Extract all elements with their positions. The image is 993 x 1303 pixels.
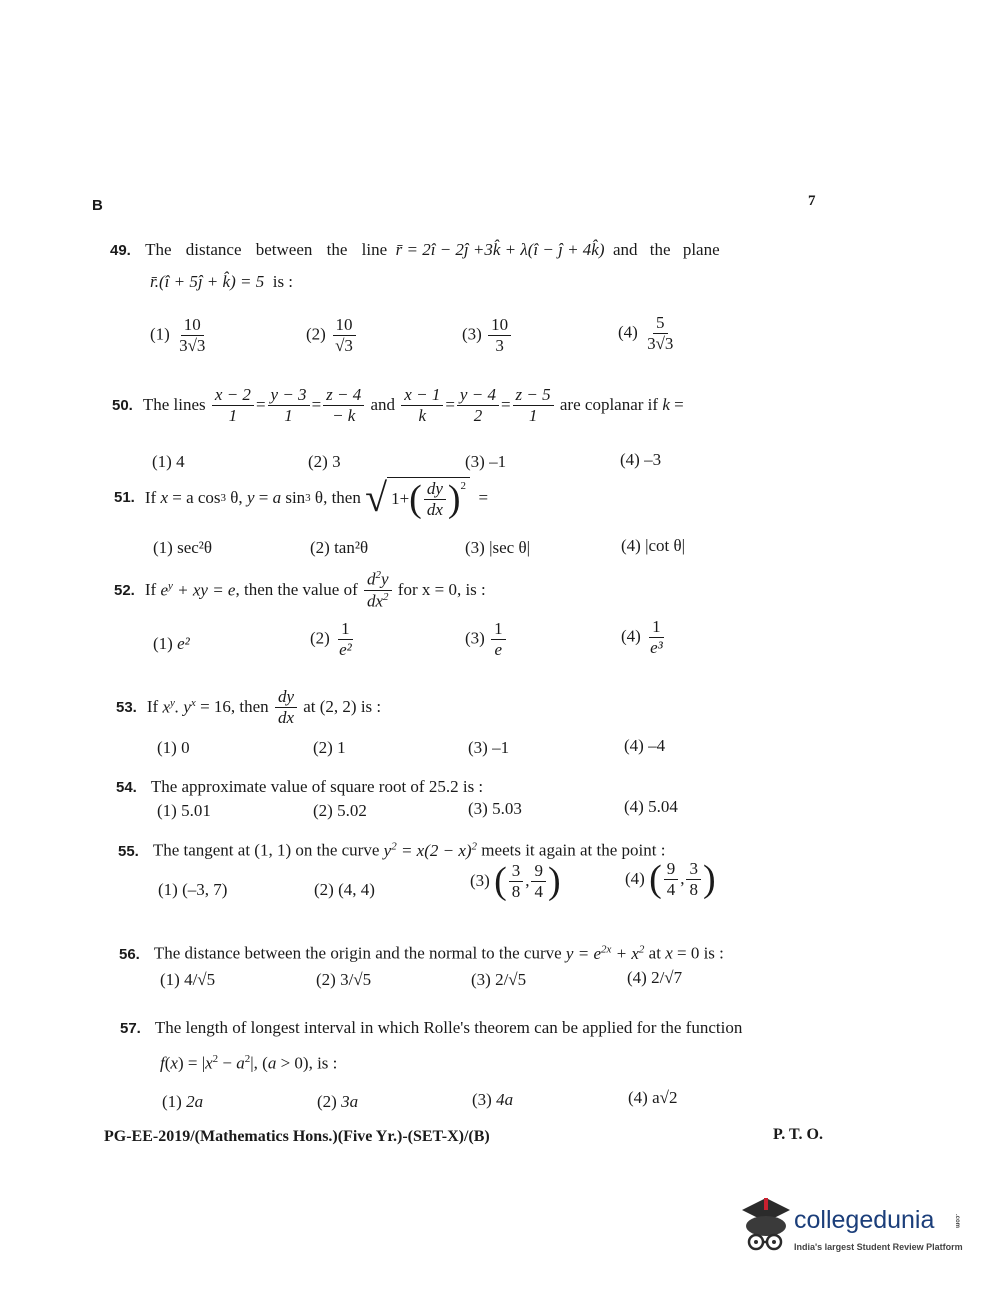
question-text: , then <box>230 697 269 717</box>
option-3 <box>462 316 513 355</box>
option-1 <box>160 970 215 990</box>
option-value: 4/√5 <box>184 970 216 989</box>
question-text: are coplanar if <box>559 395 659 415</box>
option-label: (3) <box>465 628 485 648</box>
fraction <box>488 316 511 355</box>
question-number: 53. <box>116 698 137 716</box>
math-plane: r̄.(î + 5ĵ + k̂) = 5 <box>150 272 269 291</box>
option-value: (4, 4) <box>338 880 375 899</box>
option-value: 0 <box>181 738 190 757</box>
question-text: meets it again at the point : <box>481 840 666 860</box>
option-label: (3) <box>472 1090 492 1109</box>
option-3 <box>465 620 508 659</box>
question-number: 54. <box>116 779 137 796</box>
option-label: (4) <box>627 968 647 987</box>
question-49-cont <box>150 272 293 292</box>
option-label: (4) <box>625 869 645 889</box>
option-4 <box>627 968 682 988</box>
question-56: 56. The distance between the origin and the normal to the curve $y = e^{2x} + x^2$ at x = 0 is : <box>119 943 724 963</box>
option-value: –1 <box>492 738 510 757</box>
sqrt-expression: √ 1+ ( $\frac{dy}{dx}$ ) $^2$ <box>365 477 470 519</box>
option-3 <box>471 970 526 990</box>
option-value: 5.04 <box>648 797 678 816</box>
question-text: is : <box>703 943 724 963</box>
math-line: r̄ = 2î − 2ĵ +3k̂ + λ(î − ĵ + 4k̂) <box>391 240 609 259</box>
option-4: (4) ( $\frac{9}{4}$ , $\frac{3}{8}$ ) <box>625 858 716 901</box>
option-4 <box>618 314 678 353</box>
fraction <box>176 316 208 355</box>
denominator: 3 <box>495 335 504 355</box>
option-value: –1 <box>489 452 507 471</box>
option-2 <box>313 801 367 821</box>
math-param: x <box>160 487 168 507</box>
question-text: The distance between the line <box>145 240 388 259</box>
option-label: (1) <box>152 452 172 471</box>
fraction <box>644 314 676 353</box>
option-1 <box>157 801 211 821</box>
fraction: $\frac{dy}{dx}$ <box>275 688 297 727</box>
option-label: (2) <box>317 1092 337 1111</box>
option-label: (3) <box>465 452 485 471</box>
fraction <box>332 316 356 355</box>
numerator: 1 <box>649 618 664 638</box>
fraction: $\frac{y - 4}{2}$ <box>457 386 499 425</box>
question-53: 53. If $x^y$. $y^x$ = 16 , then $\frac{dy}{dx}$ at (2, 2) is : <box>116 687 382 727</box>
option-label: (2) <box>310 628 330 648</box>
question-text: If <box>146 697 159 717</box>
option-1 <box>162 1092 203 1112</box>
option-label: (2) <box>314 880 334 899</box>
option-value: 1 <box>337 738 346 757</box>
numerator: 10 <box>333 316 356 336</box>
option-2 <box>306 316 358 355</box>
question-text: If <box>144 580 157 599</box>
denominator: e³ <box>650 637 663 657</box>
math-equation: $x^y$. $y^x$ <box>162 697 196 717</box>
fraction: $\frac{y - 3}{1}$ <box>268 386 310 425</box>
option-2 <box>313 738 346 758</box>
option-1 <box>153 634 190 654</box>
option-2 <box>310 538 368 558</box>
option-value: 5.02 <box>337 801 367 820</box>
question-text: and <box>370 395 396 415</box>
option-label: (3) <box>468 799 488 818</box>
option-value: –3 <box>644 450 662 469</box>
option-label: (3) <box>468 738 488 757</box>
math-equation: $e^y$ + xy = e <box>160 579 236 600</box>
set-letter: B <box>92 197 103 214</box>
option-value: –4 <box>648 736 666 755</box>
denominator: e <box>494 639 503 659</box>
fraction: $\frac{z - 5}{1}$ <box>513 386 554 425</box>
math-curve: $y = e^{2x} + x^2$ <box>565 943 645 963</box>
option-label: (4) <box>621 536 641 555</box>
question-text: , then <box>323 487 361 507</box>
option-3: (3) ( $\frac{3}{8}$ , $\frac{9}{4}$ ) <box>470 860 561 903</box>
denominator: √3 <box>335 335 353 355</box>
question-text: is : <box>272 272 294 291</box>
question-text: The lines <box>142 395 206 415</box>
question-text: The tangent at (1, 1) on the curve <box>152 840 380 860</box>
fraction: $\frac{x - 2}{1}$ <box>212 386 254 425</box>
page-number: 7 <box>808 193 816 209</box>
fraction <box>336 620 355 659</box>
numerator: 10 <box>181 316 204 336</box>
option-label: (3) <box>465 538 485 557</box>
question-51: 51. If x = a cos 3 θ, y = a sin 3 θ , then √ 1+ ( $\frac{dy}{dx}$ ) $^2$ = <box>114 474 489 521</box>
math-curve: $y^2 = x(2 - x)^2$ <box>383 840 478 860</box>
numerator: 10 <box>488 316 511 336</box>
option-value: 3 <box>332 452 341 471</box>
option-4 <box>624 797 678 817</box>
option-2 <box>308 452 341 472</box>
option-label: (3) <box>462 324 482 344</box>
option-label: (2) <box>310 538 330 557</box>
option-value: |cot θ| <box>645 536 686 555</box>
option-label: (4) <box>621 626 641 646</box>
option-value: 5.03 <box>492 799 522 818</box>
option-3 <box>465 538 530 558</box>
option-3 <box>472 1090 513 1110</box>
question-50: 50. The lines $\frac{x - 2}{1}$ = $\frac{y - 3}{1}$ = $\frac{z - 4}{- k}$ and $\frac{x - 1}{k}$ = $\frac{y - 4}{2}$ = $\frac{z - 5}{1}$ are coplanar if k = <box>112 385 684 425</box>
mascot-icon <box>736 1196 794 1258</box>
denominator: 3√3 <box>647 333 674 353</box>
option-value: 4 <box>176 452 185 471</box>
option-value: 3a <box>341 1092 359 1111</box>
question-number: 52. <box>114 581 135 599</box>
option-label: (1) <box>150 324 170 344</box>
option-label: (2) <box>313 738 333 757</box>
fraction <box>491 620 506 659</box>
option-4 <box>628 1088 677 1108</box>
option-4 <box>624 736 665 756</box>
question-54 <box>116 777 483 797</box>
pto-label: P. T. O. <box>773 1126 823 1143</box>
logo-suffix: .com <box>954 1214 960 1229</box>
option-1 <box>157 738 190 758</box>
option-value: (–3, 7) <box>182 880 228 899</box>
option-label: (1) <box>158 880 178 899</box>
option-value: tan²θ <box>334 538 369 557</box>
option-2 <box>317 1092 358 1112</box>
fraction: $\frac{z - 4}{- k}$ <box>323 386 364 425</box>
option-label: (1) <box>157 738 177 757</box>
question-number: 50. <box>112 396 133 414</box>
option-value: sec²θ <box>177 538 213 557</box>
question-text: The length of longest interval in which Rolle's theorem can be applied for the function <box>154 1018 743 1037</box>
fraction: $\frac{x - 1}{k}$ <box>401 386 443 425</box>
numerator: 1 <box>338 620 353 640</box>
option-value: 2/√7 <box>651 968 683 987</box>
option-1 <box>158 880 227 900</box>
option-value: 2a <box>186 1092 204 1111</box>
option-label: (4) <box>624 736 644 755</box>
option-3 <box>468 799 522 819</box>
fraction: $\frac{d^2y}{dx^2}$ <box>364 570 392 610</box>
option-label: (1) <box>162 1092 182 1111</box>
question-number: 49. <box>110 242 131 259</box>
option-label: (3) <box>471 970 491 989</box>
option-label: (4) <box>628 1088 648 1107</box>
logo-tagline: India's largest Student Review Platform <box>794 1242 963 1252</box>
question-text: The approximate value of square root of 25.2 is : <box>150 777 484 796</box>
question-text: , is : <box>308 1053 338 1073</box>
question-text: for x = 0, is : <box>397 580 486 599</box>
option-label: (2) <box>313 801 333 820</box>
option-label: (1) <box>160 970 180 989</box>
collegedunia-logo <box>736 1196 964 1262</box>
option-2 <box>314 880 375 900</box>
option-2 <box>310 620 357 659</box>
question-text: , then the value of <box>235 580 358 599</box>
logo-wordmark: collegedunia <box>794 1206 935 1234</box>
question-52 <box>114 570 486 610</box>
option-value: a√2 <box>652 1088 678 1107</box>
option-value: 5.01 <box>181 801 211 820</box>
option-4 <box>620 450 661 470</box>
option-1 <box>150 316 210 355</box>
option-value: e² <box>177 634 190 653</box>
option-3 <box>468 738 509 758</box>
paper-code: PG-EE-2019/(Mathematics Hons.)(Five Yr.)-(SET-X)/(B) <box>104 1128 490 1145</box>
question-57-cont: $f(x) = |x^2 - a^2|$, (a > 0), is : <box>160 1053 338 1073</box>
question-number: 57. <box>120 1020 141 1037</box>
math-function: f <box>160 1053 165 1073</box>
fraction <box>647 618 666 657</box>
question-text: The distance between the origin and the normal to the curve <box>153 943 562 963</box>
option-4 <box>621 536 685 556</box>
option-value: |sec θ| <box>489 538 530 557</box>
option-label: (1) <box>157 801 177 820</box>
option-3 <box>465 452 506 472</box>
denominator: e² <box>339 639 352 659</box>
question-number: 51. <box>114 489 135 507</box>
question-49 <box>110 240 720 260</box>
option-4 <box>621 618 668 657</box>
question-text: at <box>648 943 661 963</box>
denominator: 3√3 <box>179 335 206 355</box>
question-number: 55. <box>118 842 139 860</box>
option-label: (2) <box>306 324 326 344</box>
numerator: 5 <box>653 314 668 334</box>
option-label: (1) <box>153 538 173 557</box>
question-57 <box>120 1018 742 1038</box>
option-1 <box>153 538 212 558</box>
question-text: and the plane <box>613 240 720 259</box>
option-1 <box>152 452 185 472</box>
question-text: at (2, 2) is : <box>303 697 382 717</box>
option-label: (1) <box>153 634 173 653</box>
option-label: (4) <box>624 797 644 816</box>
option-label: (4) <box>618 322 638 342</box>
numerator: 1 <box>491 620 506 640</box>
option-label: (2) <box>316 970 336 989</box>
option-value: 3/√5 <box>340 970 372 989</box>
question-55 <box>118 840 665 861</box>
option-value: 4a <box>496 1090 514 1109</box>
option-2 <box>316 970 371 990</box>
option-value: 2/√5 <box>495 970 527 989</box>
option-label: (3) <box>470 871 490 891</box>
question-number: 56. <box>119 945 140 963</box>
option-label: (2) <box>308 452 328 471</box>
option-label: (4) <box>620 450 640 469</box>
question-text: If <box>144 487 157 507</box>
